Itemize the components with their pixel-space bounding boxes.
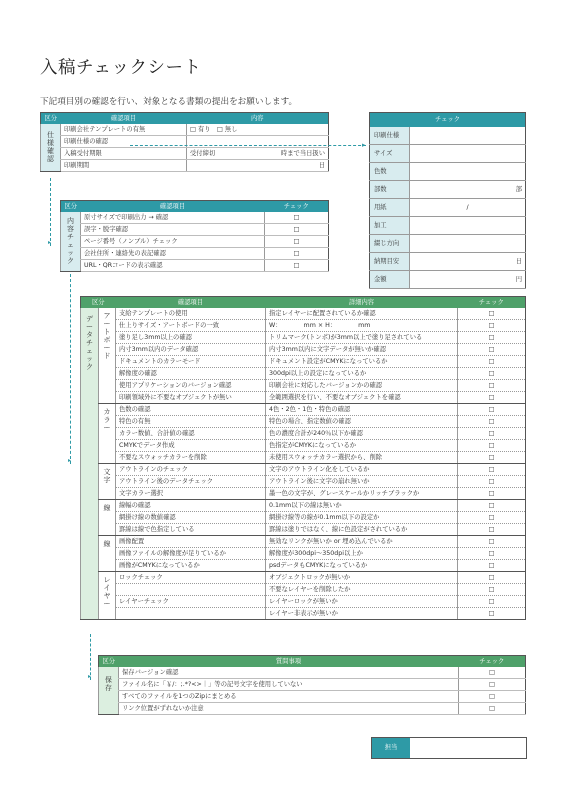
table-row (81, 320, 526, 332)
spec-label: 金額 (370, 271, 410, 289)
print-spec-table (369, 112, 526, 289)
table-row-item: 色数の確認 (116, 404, 266, 416)
checkbox[interactable]: □ (265, 236, 329, 248)
table-row (81, 584, 526, 596)
table-row-item: すべてのファイルを1つのZipにまとめる (119, 691, 459, 703)
connector-line (50, 178, 51, 246)
table-row (81, 464, 526, 476)
checkbox[interactable]: □ (458, 572, 526, 584)
checkbox[interactable]: □ (458, 332, 526, 344)
table-row (81, 560, 526, 572)
spec-label: 用紙 (370, 199, 410, 217)
checkbox[interactable]: □ (458, 368, 526, 380)
table-row-item: 原寸サイズで印刷出力 → 確認 (81, 212, 265, 224)
checkbox[interactable]: □ (458, 524, 526, 536)
spec-value[interactable]: 日 (410, 253, 526, 271)
table-row-detail: オブジェクトロックが無いか (266, 572, 458, 584)
subcategory-cell: 線 (99, 500, 116, 536)
table-row-item: 解像度の確認 (116, 368, 266, 380)
table-row-item: カラー数値、合計値の確認 (116, 428, 266, 440)
subcategory-cell: アートボード (99, 308, 116, 404)
connector-line (70, 274, 71, 464)
spec-confirm-table (40, 112, 329, 172)
category-cell: 保存 (99, 667, 119, 715)
table-row (81, 524, 526, 536)
checkbox[interactable]: □ (265, 260, 329, 272)
col-header-category: 区分 (99, 656, 119, 668)
table-row-detail: 墨一色の文字が、グレースケールかリッチブラックか (266, 488, 458, 500)
spec-value[interactable] (410, 235, 526, 253)
table-row-item: CMYKでデータ作成 (116, 440, 266, 452)
table-row-item: レイヤーチェック (116, 596, 266, 608)
checkbox[interactable]: □ (458, 404, 526, 416)
table-row-item: 特色の有無 (116, 416, 266, 428)
subcategory-cell: カラー (99, 404, 116, 464)
subcategory-cell: レイヤー (99, 572, 116, 620)
table-row-item: URL・QRコードの表示確認 (81, 260, 265, 272)
col-header-item: 確認項目 (61, 113, 187, 125)
table-row-detail: 無効なリンクが無いか or 埋め込んでいるか (266, 536, 458, 548)
spec-header: チェック (370, 113, 526, 128)
spec-label: サイズ (370, 145, 410, 163)
table-row-item: 保存バージョン確認 (119, 667, 459, 679)
table-row (81, 416, 526, 428)
content-check-table (60, 200, 329, 272)
table-row-item: 印刷期間 (61, 160, 187, 172)
table-row (81, 512, 526, 524)
table-row (81, 452, 526, 464)
spec-value[interactable]: 部 (410, 181, 526, 199)
table-row (81, 380, 526, 392)
table-row-detail: 罫線は塗りではなく、線に色設定がされているか (266, 524, 458, 536)
spec-label: 部数 (370, 181, 410, 199)
table-row-detail: 解像度が300dpi〜350dpi以上か (266, 548, 458, 560)
table-row-item: 印刷会社テンプレートの有無 (61, 124, 187, 136)
table-row-item: 使用アプリケーションのバージョン確認 (116, 380, 266, 392)
checkbox[interactable]: □ (458, 512, 526, 524)
arrow-right-icon: ▸ (48, 239, 52, 246)
col-header-check: チェック (265, 201, 329, 213)
checkbox[interactable]: □ (458, 356, 526, 368)
col-header-item: 確認項目 (116, 297, 266, 309)
table-row-detail: 不要なレイヤーを削除したか (266, 584, 458, 596)
checkbox[interactable]: □ (459, 679, 526, 691)
checkbox[interactable]: □ (265, 248, 329, 260)
checkbox[interactable]: □ (458, 440, 526, 452)
spec-value[interactable] (410, 163, 526, 181)
checkbox[interactable]: □ (458, 428, 526, 440)
col-header-detail: 詳細内容 (266, 297, 458, 309)
page-title: 入稿チェックシート (40, 58, 202, 78)
table-row (81, 548, 526, 560)
table-row-item: アウトラインのチェック (116, 464, 266, 476)
table-row-item: リンク位置がずれないか注意 (119, 703, 459, 715)
col-header-category: 区分 (61, 201, 81, 213)
table-row-item: 不要なスウォッチカラーを削除 (116, 452, 266, 464)
table-row-item: 文字カラー選択 (116, 488, 266, 500)
table-row (81, 440, 526, 452)
table-row-detail: 網掛け線等の線が0.1mm以下の設定か (266, 512, 458, 524)
table-row-item: 線幅の確認 (116, 500, 266, 512)
table-row-item: 支給テンプレートの使用 (116, 308, 266, 320)
col-header-check: チェック (459, 656, 526, 668)
table-row (81, 536, 526, 548)
checkbox[interactable]: □ (458, 584, 526, 596)
table-row-item: 誤字・脱字確認 (81, 224, 265, 236)
table-row (81, 608, 526, 620)
table-row-detail: 色指定がCMYKになっているか (266, 440, 458, 452)
table-row-detail: W： mm × H： mm (266, 320, 458, 332)
table-row-detail: 色の濃度合計が240％以下か確認 (266, 428, 458, 440)
arrow-right-icon: ▸ (68, 457, 72, 464)
checkbox[interactable]: □ (459, 667, 526, 679)
table-row-detail: 印刷会社に対応したバージョンかの確認 (266, 380, 458, 392)
spec-value[interactable] (410, 217, 526, 235)
spec-label: 綴じ方向 (370, 235, 410, 253)
person-in-charge-label: 担当 (372, 738, 410, 758)
table-row-detail: レイヤー非表示が無いか (266, 608, 458, 620)
table-row-detail: ドキュメント設定がCMYKになっているか (266, 356, 458, 368)
checkbox[interactable]: □ (458, 308, 526, 320)
col-header-check: チェック (458, 297, 526, 309)
subcategory-cell: 線 (99, 536, 116, 572)
col-header-item: 確認項目 (81, 201, 265, 213)
table-row-item (116, 584, 266, 596)
table-row-value-suffix: 日 (269, 160, 329, 172)
table-row (81, 308, 526, 320)
page-subtitle: 下記項目別の確認を行い、対象となる書類の提出をお願いします。 (40, 97, 298, 107)
connector-line (130, 145, 366, 146)
table-row-detail: アウトライン後に文字の崩れ無いか (266, 476, 458, 488)
col-header-content: 内容 (187, 113, 329, 125)
table-row (81, 344, 526, 356)
checkbox[interactable]: □ (459, 691, 526, 703)
person-in-charge-box[interactable] (371, 737, 527, 759)
table-row-item: 罫線は線で色指定している (116, 524, 266, 536)
arrow-right-icon: ▸ (362, 141, 366, 149)
table-row-item: 会社住所・連絡先の表記確認 (81, 248, 265, 260)
checkbox[interactable]: □ (458, 452, 526, 464)
table-row-value[interactable] (187, 160, 269, 172)
arrow-right-icon: ▸ (88, 673, 92, 680)
table-row-item: 入稿受付期限 (61, 148, 187, 160)
spec-value[interactable]: / (410, 199, 526, 217)
table-row-detail: 4色・2色・1色・特色の確認 (266, 404, 458, 416)
table-row-item: ドキュメントのカラーモード (116, 356, 266, 368)
checkbox[interactable]: □ (458, 320, 526, 332)
table-row (81, 428, 526, 440)
category-cell: 仕様確認 (41, 124, 61, 172)
table-row (81, 500, 526, 512)
table-row-detail: 特色の場合、指定数値の確認 (266, 416, 458, 428)
table-row (81, 356, 526, 368)
col-header-category: 区分 (41, 113, 61, 125)
table-row-value-suffix: 時まで当日扱い (269, 148, 329, 160)
spec-value[interactable]: 円 (410, 271, 526, 289)
checkbox[interactable]: □ (458, 488, 526, 500)
table-row-item: ページ番号（ノンブル）チェック (81, 236, 265, 248)
checkbox[interactable]: □ (458, 392, 526, 404)
table-row (81, 476, 526, 488)
checkbox[interactable]: □ (459, 703, 526, 715)
spec-value[interactable] (410, 127, 526, 145)
table-row-item: 仕上りサイズ・アートボードの一致 (116, 320, 266, 332)
table-row-detail: 0.1mm以下の線は無いか (266, 500, 458, 512)
table-row-detail: 未使用スウォッチカラー選択から、削除 (266, 452, 458, 464)
table-row-item: 画像ファイルの解像度が足りているか (116, 548, 266, 560)
table-row (81, 392, 526, 404)
subcategory-cell: 文字 (99, 464, 116, 500)
table-row-item: 印刷領域外に不要なオブジェクトが無い (116, 392, 266, 404)
checkbox[interactable]: □ (458, 536, 526, 548)
spec-label: 納期目安 (370, 253, 410, 271)
table-row (81, 488, 526, 500)
table-row-item: ロックチェック (116, 572, 266, 584)
table-row-detail: レイヤーロックが無いか (266, 596, 458, 608)
checkbox[interactable]: □ (458, 608, 526, 620)
table-row-detail: psdデータもCMYKになっているか (266, 560, 458, 572)
table-row-detail: トリムマーク(トンボ)が3mm以上で塗り足されている (266, 332, 458, 344)
checkbox[interactable]: □ (265, 212, 329, 224)
spec-label: 印刷仕様 (370, 127, 410, 145)
table-row-item: 画像配置 (116, 536, 266, 548)
table-row-item: アウトライン後のデータチェック (116, 476, 266, 488)
table-row-detail: 全範囲選択を行い、不要なオブジェクトを確認 (266, 392, 458, 404)
table-row-item: 印刷仕様の確認 (61, 136, 187, 148)
checkbox[interactable]: □ (458, 464, 526, 476)
table-row-item: 画像がCMYKになっているか (116, 560, 266, 572)
table-row-value[interactable]: 受付締切 (187, 148, 269, 160)
category-cell: 内容チェック (61, 212, 81, 272)
checkbox[interactable]: □ (458, 560, 526, 572)
table-row-detail: 文字のアウトライン化をしているか (266, 464, 458, 476)
spec-label: 色数 (370, 163, 410, 181)
table-row (81, 332, 526, 344)
checkbox[interactable]: □ (265, 224, 329, 236)
table-row-detail: 300dpi以上の設定になっているか (266, 368, 458, 380)
checkbox[interactable]: □ (458, 596, 526, 608)
col-header-question: 質問事項 (119, 656, 459, 668)
table-row (81, 368, 526, 380)
checkbox[interactable]: □ (458, 380, 526, 392)
checkbox[interactable]: □ (458, 344, 526, 356)
table-row (81, 572, 526, 584)
data-check-table (80, 296, 526, 620)
checkbox[interactable]: □ (458, 476, 526, 488)
category-cell: データチェック (81, 308, 99, 620)
table-row-item: 網掛け線の数値確認 (116, 512, 266, 524)
save-check-table (98, 655, 526, 715)
checkbox[interactable]: □ (458, 548, 526, 560)
table-row (81, 596, 526, 608)
table-row-item (116, 608, 266, 620)
table-row-item: 塗り足し3mm以上の確認 (116, 332, 266, 344)
table-row (81, 404, 526, 416)
table-row-detail: 内寸3mm以内に文字データが無いか確認 (266, 344, 458, 356)
checkbox[interactable]: □ (458, 500, 526, 512)
table-row-detail: 指定レイヤーに配置されているか確認 (266, 308, 458, 320)
table-row-item: 内寸3mm以内のデータ確認 (116, 344, 266, 356)
col-header-category: 区分 (81, 297, 116, 309)
spec-value[interactable] (410, 145, 526, 163)
table-row-value[interactable]: □ 有り □ 無し (187, 124, 329, 136)
table-row-item: ファイル名に「￥/：;.*?<>｜」等の記号文字を使用していない (119, 679, 459, 691)
checkbox[interactable]: □ (458, 416, 526, 428)
spec-label: 加工 (370, 217, 410, 235)
